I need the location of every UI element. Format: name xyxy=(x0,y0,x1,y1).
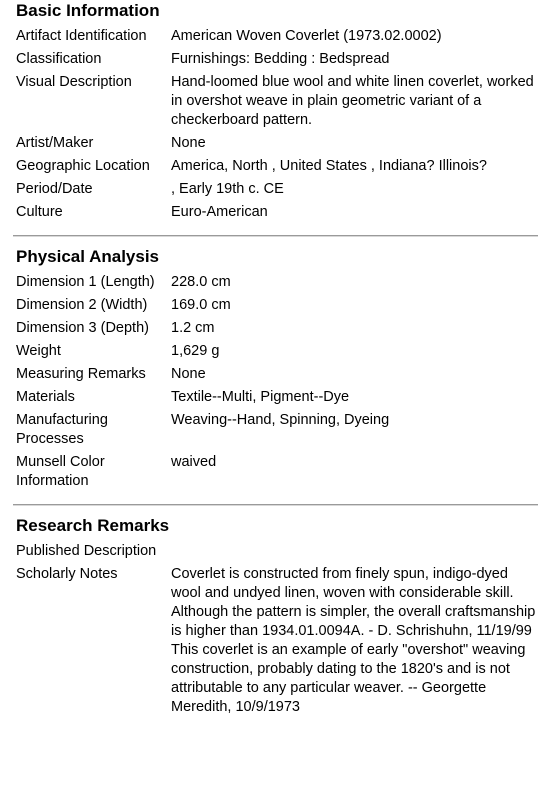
section-title: Physical Analysis xyxy=(16,247,160,266)
field-value: America, North , United States , Indiana? Illinois? xyxy=(171,158,487,174)
field-value: waived xyxy=(171,454,217,470)
research-remarks-table xyxy=(16,542,538,721)
field-row-culture xyxy=(16,203,538,226)
field-value: , Early 19th c. CE xyxy=(171,181,284,197)
field-label: Dimension 2 (Width) xyxy=(16,297,148,313)
research-remarks-section xyxy=(16,516,540,721)
field-label: Culture xyxy=(16,204,63,220)
field-label: Dimension 3 (Depth) xyxy=(16,320,149,336)
basic-information-table xyxy=(16,27,538,226)
field-row-manufacturing-processes xyxy=(16,411,538,453)
field-row-period-date xyxy=(16,180,538,203)
field-row-published-description xyxy=(16,542,538,565)
section-divider xyxy=(13,504,538,506)
field-row-dimension-length xyxy=(16,273,538,296)
field-label: Period/Date xyxy=(16,181,93,197)
basic-information-section xyxy=(16,1,540,226)
field-value: American Woven Coverlet (1973.02.0002) xyxy=(171,28,442,44)
field-value: 1.2 cm xyxy=(171,320,215,336)
field-value: 169.0 cm xyxy=(171,297,231,313)
field-row-visual-description xyxy=(16,73,538,134)
field-label: Artifact Identification xyxy=(16,28,147,44)
field-row-weight xyxy=(16,342,538,365)
field-value: Euro-American xyxy=(171,204,268,220)
field-value: Furnishings: Bedding : Bedspread xyxy=(171,51,390,67)
field-row-dimension-width xyxy=(16,296,538,319)
field-value xyxy=(171,542,538,565)
physical-analysis-table xyxy=(16,273,538,495)
section-divider xyxy=(13,235,538,237)
field-label: Visual Description xyxy=(16,74,132,90)
field-value: Textile--Multi, Pigment--Dye xyxy=(171,389,350,405)
physical-analysis-section xyxy=(16,247,540,495)
field-label: Scholarly Notes xyxy=(16,566,118,582)
field-value: Coverlet is constructed from finely spun, indigo-dyed wool and undyed linen, woven with considerable skill. Although the pattern is simpler, the overall craftsmanship is higher than 1934.01.0094A. - D. Schrishuhn, 11/19/99 This coverlet is an example of early "overshot" weaving construction, probably dating to the 1820's and is not attributable to any particular weaver. -- Georgette Meredith, 10/9/1973 xyxy=(171,566,536,715)
field-label: Weight xyxy=(16,343,61,359)
field-row-dimension-depth xyxy=(16,319,538,342)
field-label: Munsell Color Information xyxy=(16,454,105,489)
field-label: Artist/Maker xyxy=(16,135,94,151)
field-label: Geographic Location xyxy=(16,158,150,174)
field-label: Manufacturing Processes xyxy=(16,412,108,447)
field-row-artifact-identification xyxy=(16,27,538,50)
field-row-classification xyxy=(16,50,538,73)
field-label: Materials xyxy=(16,389,75,405)
field-value: 228.0 cm xyxy=(171,274,231,290)
field-row-scholarly-notes xyxy=(16,565,538,721)
field-row-munsell-color xyxy=(16,453,538,495)
field-label: Published Description xyxy=(16,543,157,559)
section-title: Basic Information xyxy=(16,1,160,20)
field-value: Hand-loomed blue wool and white linen coverlet, worked in overshot weave in plain geometric variant of a checkerboard pattern. xyxy=(171,74,534,128)
field-row-measuring-remarks xyxy=(16,365,538,388)
field-label: Classification xyxy=(16,51,102,67)
field-row-artist-maker xyxy=(16,134,538,157)
field-label: Dimension 1 (Length) xyxy=(16,274,155,290)
field-row-materials xyxy=(16,388,538,411)
field-row-geographic-location xyxy=(16,157,538,180)
section-title: Research Remarks xyxy=(16,516,170,535)
field-value: None xyxy=(171,366,206,382)
field-value: Weaving--Hand, Spinning, Dyeing xyxy=(171,412,390,428)
field-label: Measuring Remarks xyxy=(16,366,146,382)
field-value: None xyxy=(171,135,206,151)
field-value: 1,629 g xyxy=(171,343,220,359)
